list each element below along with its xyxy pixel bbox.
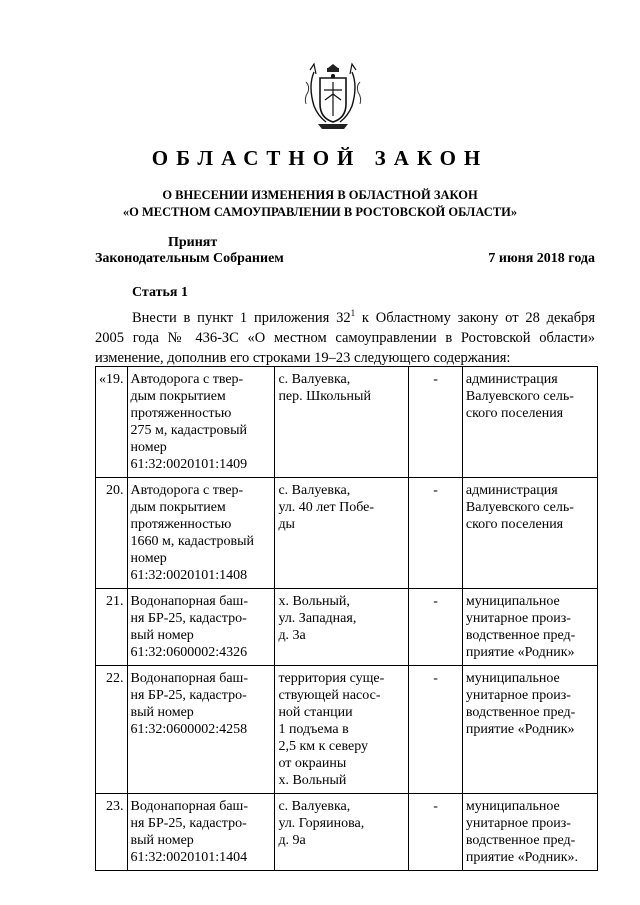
address-cell: [275, 794, 409, 871]
organization-text-line: муниципальное: [465, 594, 560, 609]
address-cell: [275, 666, 409, 794]
organization-text-line: водственное пред-: [465, 833, 576, 848]
document-title: ОБЛАСТНОЙ ЗАКОН: [151, 146, 489, 170]
organization-text-line: приятие «Родник»: [465, 645, 575, 660]
object-text-line: Автодорога с твер-: [130, 483, 244, 498]
document-subtitle-line1: О ВНЕСЕНИИ ИЗМЕНЕНИЯ В ОБЛАСТНОЙ ЗАКОН: [162, 188, 478, 202]
row-number: 23.: [106, 799, 124, 814]
organization-text-line: унитарное произ-: [465, 688, 571, 703]
table-row: [96, 794, 598, 871]
address-text-line: д. 3а: [278, 628, 306, 643]
address-text-line: х. Вольный,: [278, 594, 350, 609]
organization-cell: [462, 666, 597, 794]
object-text-line: Автодорога с твер-: [130, 372, 244, 387]
organization-text-line: ского поселения: [465, 517, 564, 532]
address-cell: [275, 367, 409, 478]
empty-value-cell: [409, 478, 462, 589]
address-cell: [275, 478, 409, 589]
object-text-line: 61:32:0020101:1404: [130, 850, 248, 865]
row-number-cell: [96, 666, 128, 794]
organization-cell: [462, 589, 597, 666]
empty-value-cell: [409, 794, 462, 871]
organization-text-line: Валуевского сель-: [465, 389, 574, 404]
rostov-oblast-coat-of-arms-icon: [300, 58, 366, 132]
row-number: 22.: [106, 671, 124, 686]
address-text-line: д. 9а: [278, 833, 306, 848]
address-text-line: ул. Западная,: [278, 611, 357, 626]
organization-cell: [462, 478, 597, 589]
table-row: [96, 367, 598, 478]
object-cell: [127, 367, 275, 478]
adoption-label: Принят: [168, 235, 218, 250]
address-text-line: ул. Горяинова,: [278, 816, 365, 831]
organization-text-line: унитарное произ-: [465, 816, 571, 831]
object-text-line: 1660 м, кадастровый: [130, 534, 255, 549]
object-text-line: вый номер: [130, 833, 194, 848]
dash-mark: -: [433, 483, 438, 498]
object-text-line: 275 м, кадастровый: [130, 423, 248, 438]
property-table: [95, 366, 598, 871]
document-subtitle-line2: «О МЕСТНОМ САМОУПРАВЛЕНИИ В РОСТОВСКОЙ ОБЛАСТИ»: [122, 205, 518, 219]
empty-value-cell: [409, 589, 462, 666]
object-text-line: 61:32:0020101:1408: [130, 568, 248, 583]
object-text-line: 61:32:0600002:4258: [130, 722, 248, 737]
organization-text-line: унитарное произ-: [465, 611, 571, 626]
dash-mark: -: [433, 671, 438, 686]
object-cell: [127, 589, 275, 666]
organization-text-line: приятие «Родник»: [465, 722, 575, 737]
article-text: [95, 303, 595, 368]
article-text-part-a: Внести в пункт 1 приложения 32: [132, 309, 351, 326]
row-number: 21.: [106, 594, 124, 609]
address-text-line: с. Валуевка,: [278, 372, 351, 387]
object-text-line: Водонапорная баш-: [130, 799, 248, 814]
object-text-line: протяженностью: [130, 406, 232, 421]
dash-mark: -: [433, 799, 438, 814]
object-text-line: протяженностью: [130, 517, 232, 532]
table-row: [96, 589, 598, 666]
address-text-line: ствующей насос-: [278, 688, 381, 703]
object-cell: [127, 794, 275, 871]
row-number-cell: [96, 478, 128, 589]
table-row: [96, 666, 598, 794]
empty-value-cell: [409, 367, 462, 478]
address-text-line: ной станции: [278, 705, 353, 720]
address-text-line: х. Вольный: [278, 773, 347, 788]
row-number: «19.: [99, 372, 124, 387]
organization-cell: [462, 367, 597, 478]
empty-value-cell: [409, 666, 462, 794]
article-text-line3: изменение, дополнив его строками 19–23 следующего содержания:: [95, 349, 511, 366]
table-row: [96, 478, 598, 589]
adopting-body: Законодательным Собранием: [95, 251, 284, 266]
dash-mark: -: [433, 372, 438, 387]
dash-mark: -: [433, 594, 438, 609]
organization-text-line: муниципальное: [465, 799, 560, 814]
organization-text-line: приятие «Родник».: [465, 850, 579, 865]
object-text-line: ня БР-25, кадастро-: [130, 611, 247, 626]
object-cell: [127, 666, 275, 794]
object-text-line: ня БР-25, кадастро-: [130, 688, 247, 703]
organization-text-line: водственное пред-: [465, 705, 576, 720]
article-heading: Статья 1: [132, 285, 188, 300]
object-text-line: номер: [130, 551, 167, 566]
address-text-line: 2,5 км к северу: [278, 739, 369, 754]
address-text-line: пер. Школьный: [278, 389, 371, 404]
object-text-line: дым покрытием: [130, 500, 226, 515]
adoption-date: 7 июня 2018 года: [488, 251, 595, 266]
organization-cell: [462, 794, 597, 871]
object-text-line: 61:32:0600002:4326: [130, 645, 248, 660]
article-text-part-b: к Областному закону от 28 декабря: [355, 309, 595, 326]
row-number-cell: [96, 367, 128, 478]
organization-text-line: водственное пред-: [465, 628, 576, 643]
object-text-line: Водонапорная баш-: [130, 671, 248, 686]
address-text-line: от окраины: [278, 756, 347, 771]
address-text-line: с. Валуевка,: [278, 483, 351, 498]
address-text-line: с. Валуевка,: [278, 799, 351, 814]
address-text-line: территория суще-: [278, 671, 385, 686]
object-text-line: ня БР-25, кадастро-: [130, 816, 247, 831]
row-number: 20.: [106, 483, 124, 498]
address-cell: [275, 589, 409, 666]
address-text-line: ды: [278, 517, 295, 532]
object-text-line: 61:32:0020101:1409: [130, 457, 248, 472]
object-text-line: вый номер: [130, 705, 194, 720]
organization-text-line: администрация: [465, 483, 558, 498]
organization-text-line: ского поселения: [465, 406, 564, 421]
article-text-line2: 2005 года № 436-ЗС «О местном самоуправлении в Ростовской области»: [95, 329, 595, 346]
article-text-superscript: 1: [350, 308, 356, 318]
object-text-line: вый номер: [130, 628, 194, 643]
address-text-line: 1 подъема в: [278, 722, 349, 737]
organization-text-line: администрация: [465, 372, 558, 387]
row-number-cell: [96, 794, 128, 871]
address-text-line: ул. 40 лет Побе-: [278, 500, 375, 515]
object-text-line: номер: [130, 440, 167, 455]
article-text-line1: [95, 303, 595, 328]
organization-text-line: Валуевского сель-: [465, 500, 574, 515]
object-cell: [127, 478, 275, 589]
row-number-cell: [96, 589, 128, 666]
property-table-body: [96, 367, 598, 871]
organization-text-line: муниципальное: [465, 671, 560, 686]
object-text-line: Водонапорная баш-: [130, 594, 248, 609]
object-text-line: дым покрытием: [130, 389, 226, 404]
